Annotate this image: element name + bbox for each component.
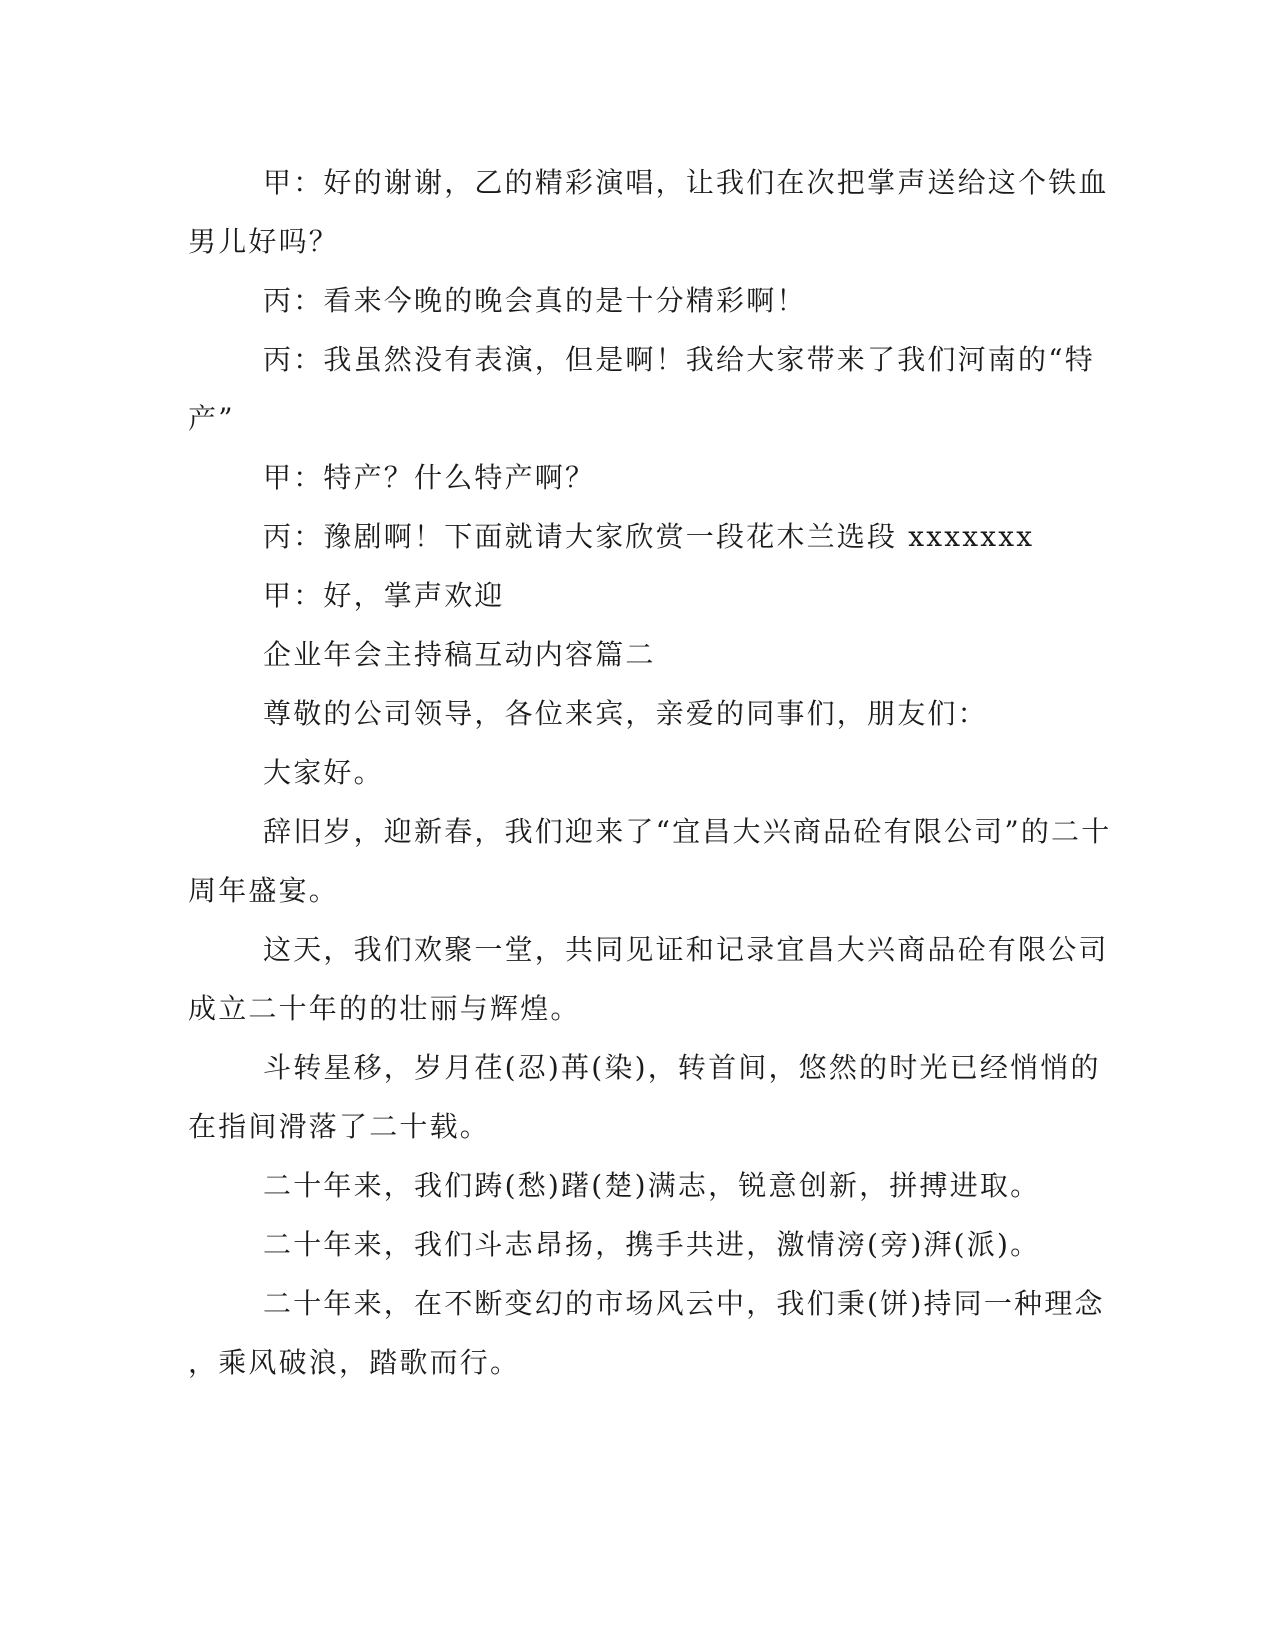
salutation: 尊敬的公司领导，各位来宾，亲爱的同事们，朋友们： [263, 697, 988, 730]
paragraph-line-cont: 周年盛宴。 [188, 874, 340, 907]
paragraph-line-cont: 成立二十年的的壮丽与辉煌。 [188, 992, 581, 1025]
greeting: 大家好。 [263, 756, 384, 789]
paragraph-line: 二十年来，我们踌(愁)躇(楚)满志，锐意创新，拼搏进取。 [263, 1169, 1041, 1202]
paragraph-line: 斗转星移，岁月荏(忍)苒(染)，转首间，悠然的时光已经悄悄的 [263, 1051, 1101, 1084]
dialogue-line-bing-2: 丙：我虽然没有表演，但是啊！我给大家带来了我们河南的“特 [263, 343, 1095, 376]
dialogue-line-jia-1-cont: 男儿好吗？ [188, 225, 340, 258]
dialogue-line-jia-2: 甲：特产？什么特产啊？ [263, 461, 596, 494]
paragraph-line: 二十年来，我们斗志昂扬，携手共进，激情滂(旁)湃(派)。 [263, 1228, 1041, 1261]
section-heading: 企业年会主持稿互动内容篇二 [263, 638, 656, 671]
paragraph-line-cont: ，乘风破浪，踏歌而行。 [188, 1346, 521, 1379]
dialogue-line-bing-1: 丙：看来今晚的晚会真的是十分精彩啊！ [263, 284, 807, 317]
paragraph-line: 这天，我们欢聚一堂，共同见证和记录宜昌大兴商品砼有限公司 [263, 933, 1109, 966]
dialogue-line-jia-3: 甲：好，掌声欢迎 [263, 579, 505, 612]
dialogue-line-bing-3: 丙：豫剧啊！下面就请大家欣赏一段花木兰选段 xxxxxxx [263, 520, 1035, 553]
dialogue-line-jia-1: 甲：好的谢谢，乙的精彩演唱，让我们在次把掌声送给这个铁血 [263, 166, 1109, 199]
paragraph-line-cont: 在指间滑落了二十载。 [188, 1110, 491, 1143]
dialogue-line-bing-2-cont: 产” [188, 402, 235, 435]
paragraph-line: 辞旧岁，迎新春，我们迎来了“宜昌大兴商品砼有限公司”的二十 [263, 815, 1112, 848]
paragraph-line: 二十年来，在不断变幻的市场风云中，我们秉(饼)持同一种理念 [263, 1287, 1105, 1320]
